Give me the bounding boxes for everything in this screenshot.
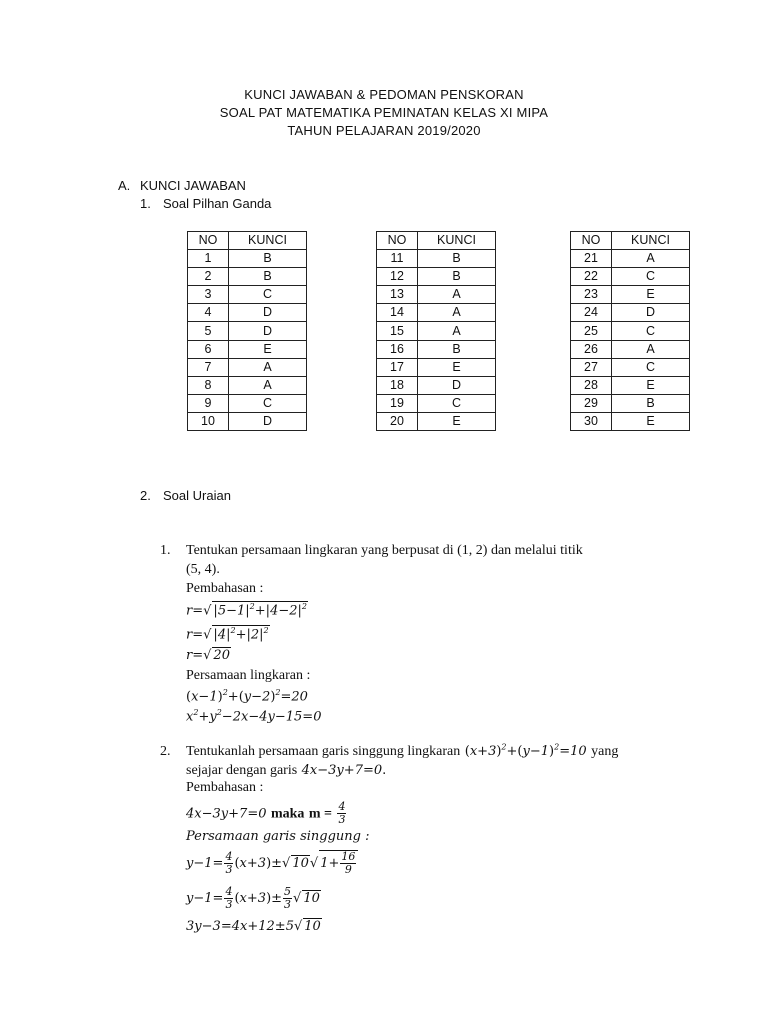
question-number-cell: 15 [377, 322, 418, 340]
answer-key-cell: B [418, 268, 496, 286]
answer-key-cell: D [612, 304, 690, 322]
table-row [377, 358, 496, 376]
table-row [377, 376, 496, 394]
answer-key-cell: A [229, 358, 307, 376]
answer-key-cell: E [229, 340, 307, 358]
column-header-no: NO [377, 232, 418, 250]
question-number-cell: 2 [188, 268, 229, 286]
column-header-no: NO [188, 232, 229, 250]
column-header-kunci: KUNCI [418, 232, 496, 250]
table-row [377, 340, 496, 358]
table-row [571, 304, 690, 322]
question-2-pembahasan: Pembahasan : [186, 780, 264, 795]
table-row [571, 322, 690, 340]
question-number-cell: 20 [377, 412, 418, 430]
question-number-cell: 29 [571, 394, 612, 412]
table-row [188, 340, 307, 358]
answer-key-cell: D [229, 412, 307, 430]
question-number-cell: 13 [377, 286, 418, 304]
table-row [571, 340, 690, 358]
answer-key-cell: B [229, 268, 307, 286]
question-number-cell: 9 [188, 394, 229, 412]
table-row [571, 268, 690, 286]
question-number-cell: 16 [377, 340, 418, 358]
q2-circle-equation: $(x+3)^2+(y-1)^2=10$ [464, 742, 587, 759]
table-row [188, 286, 307, 304]
question-1-pembahasan: Pembahasan : [186, 581, 264, 596]
question-2-line2 [186, 761, 386, 779]
table-row [377, 412, 496, 430]
q2-maka-label: maka [270, 806, 305, 822]
answer-key-cell: E [612, 286, 690, 304]
question-number-cell: 21 [571, 250, 612, 268]
table-header-row [571, 232, 690, 250]
subsection-1-title: Soal Pilhan Ganda [163, 196, 272, 211]
q1-radius-step1: r=√ $|5-1|^2+|4-2|^2$ [186, 602, 308, 619]
table-row [188, 376, 307, 394]
question-number-cell: 30 [571, 412, 612, 430]
question-1-text-line2: (5, 4). [186, 562, 220, 577]
table-row [571, 412, 690, 430]
question-number-cell: 5 [188, 322, 229, 340]
answer-key-cell: B [418, 340, 496, 358]
answer-key-cell: A [418, 304, 496, 322]
header-title: KUNCI JAWABAN & PEDOMAN PENSKORAN [244, 87, 524, 102]
header-year: TAHUN PELAJARAN 2019/2020 [287, 123, 481, 138]
answer-key-cell: A [612, 340, 690, 358]
subsection-1-marker: 1. [140, 196, 151, 211]
answer-key-cell: C [229, 394, 307, 412]
q2-tangent-step2: y−1= $\frac{4}{3}$ (x+3)± $\frac{5}{3}$ √ 10 [186, 885, 320, 911]
answer-key-cell: A [612, 250, 690, 268]
table-row [188, 358, 307, 376]
q2-tangent-step3: 3y−3=4x+12±5√ 10 [186, 919, 321, 934]
column-header-kunci: KUNCI [229, 232, 307, 250]
subsection-2-title: Soal Uraian [163, 488, 231, 503]
question-number-cell: 3 [188, 286, 229, 304]
section-a-marker: A. [118, 178, 131, 193]
question-number-cell: 12 [377, 268, 418, 286]
answer-key-cell: A [229, 376, 307, 394]
answer-key-cell: B [612, 394, 690, 412]
table-row [377, 268, 496, 286]
document-header [0, 86, 768, 140]
table-row [188, 304, 307, 322]
answer-key-cell: D [229, 322, 307, 340]
q1-circle-equation: $(x-1)^2+(y-2)^2=20$ [186, 688, 308, 705]
question-number-cell: 17 [377, 358, 418, 376]
question-number-cell: 22 [571, 268, 612, 286]
table-row [377, 394, 496, 412]
question-2-text-pre: Tentukanlah persamaan garis singgung lingkaran [186, 744, 461, 759]
table-header-row [188, 232, 307, 250]
question-2-line1 [186, 742, 618, 760]
question-number-cell: 10 [188, 412, 229, 430]
answer-key-cell: C [612, 322, 690, 340]
answer-key-cell: A [418, 322, 496, 340]
subsection-2-marker: 2. [140, 488, 151, 503]
table-row [571, 250, 690, 268]
question-2-text-line2: sejajar dengan garis [186, 763, 298, 778]
question-number-cell: 25 [571, 322, 612, 340]
table-header-row [377, 232, 496, 250]
answer-key-cell: C [418, 394, 496, 412]
question-number-cell: 1 [188, 250, 229, 268]
q1-radius-step2: r=√ $|4|^2+|2|^2$ [186, 626, 269, 643]
answer-key-table-2 [376, 231, 496, 431]
q2-tangent-step1: y−1= $\frac{4}{3}$ (x+3)±√ 10√ 1+ $\frac{16}{9}$ [186, 850, 358, 876]
q2-garis-label: Persamaan garis singgung : [186, 829, 370, 844]
q2-m-label: m = [308, 806, 333, 822]
answer-key-cell: E [418, 358, 496, 376]
answer-key-cell: A [418, 286, 496, 304]
answer-key-table-3 [570, 231, 690, 431]
answer-key-cell: C [229, 286, 307, 304]
table-row [188, 412, 307, 430]
question-number-cell: 19 [377, 394, 418, 412]
answer-key-cell: E [418, 412, 496, 430]
q1-circle-general: $x^2+y^2-2x-4y-15=0$ [186, 708, 322, 725]
answer-key-cell: D [229, 304, 307, 322]
question-number-cell: 23 [571, 286, 612, 304]
question-number-cell: 24 [571, 304, 612, 322]
table-row [377, 304, 496, 322]
question-number-cell: 7 [188, 358, 229, 376]
table-row [571, 286, 690, 304]
table-row [571, 376, 690, 394]
question-1-marker: 1. [160, 543, 171, 558]
question-number-cell: 14 [377, 304, 418, 322]
question-number-cell: 11 [377, 250, 418, 268]
question-number-cell: 28 [571, 376, 612, 394]
answer-key-cell: E [612, 376, 690, 394]
question-2-marker: 2. [160, 744, 171, 759]
table-row [188, 268, 307, 286]
answer-key-cell: E [612, 412, 690, 430]
q1-radius-step3: r=√ 20 [186, 648, 230, 663]
table-row [377, 322, 496, 340]
answer-key-cell: C [612, 268, 690, 286]
question-2-text-post: yang [591, 744, 619, 759]
table-row [377, 286, 496, 304]
table-row [571, 394, 690, 412]
question-number-cell: 18 [377, 376, 418, 394]
answer-key-table-1 [187, 231, 307, 431]
answer-key-cell: D [418, 376, 496, 394]
question-number-cell: 6 [188, 340, 229, 358]
question-number-cell: 8 [188, 376, 229, 394]
table-row [571, 358, 690, 376]
question-number-cell: 4 [188, 304, 229, 322]
table-row [188, 250, 307, 268]
question-number-cell: 26 [571, 340, 612, 358]
column-header-no: NO [571, 232, 612, 250]
table-row [188, 394, 307, 412]
section-a-title: KUNCI JAWABAN [140, 178, 246, 193]
question-number-cell: 27 [571, 358, 612, 376]
q2-gradient-line: 4x−3y+7=0 maka m = $\frac{4}{3}$ [186, 800, 346, 826]
answer-key-cell: B [229, 250, 307, 268]
answer-key-cell: C [612, 358, 690, 376]
table-row [377, 250, 496, 268]
q2-line-equation: 4x−3y+7=0. [301, 763, 387, 778]
table-row [188, 322, 307, 340]
header-subtitle: SOAL PAT MATEMATIKA PEMINATAN KELAS XI MIPA [219, 105, 549, 120]
answer-key-cell: B [418, 250, 496, 268]
question-1-persamaan-label: Persamaan lingkaran : [186, 668, 311, 683]
question-1-text-line1: Tentukan persamaan lingkaran yang berpusat di (1, 2) dan melalui titik [186, 543, 583, 558]
column-header-kunci: KUNCI [612, 232, 690, 250]
